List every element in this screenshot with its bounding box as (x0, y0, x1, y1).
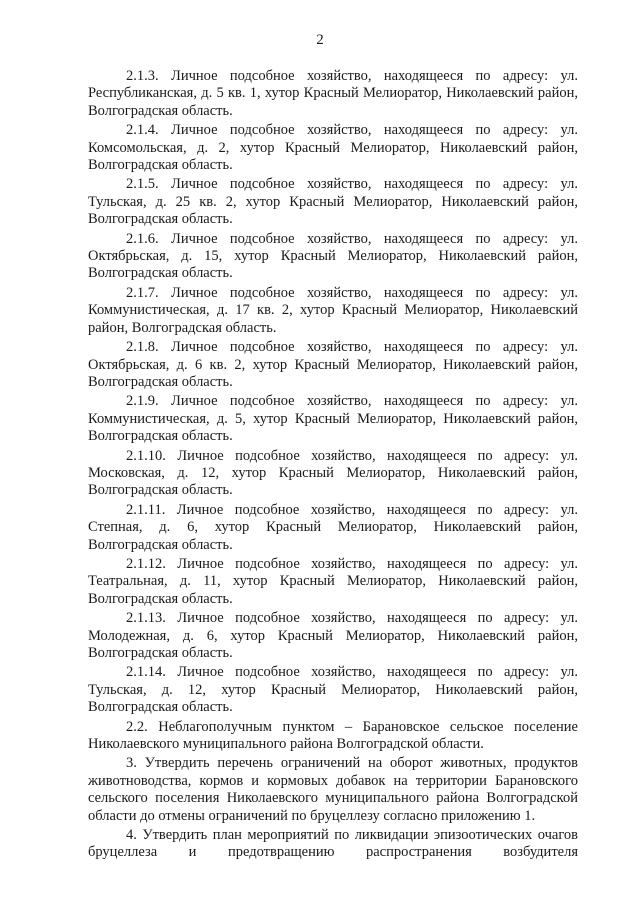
paragraph-2-1-12: 2.1.12. Личное подсобное хозяйство, находящееся по адресу: ул. Театральная, д. 11, хутор Красный Мелиоратор, Николаевский район, Волгоградская область. (88, 555, 578, 607)
paragraph-2-1-13: 2.1.13. Личное подсобное хозяйство, находящееся по адресу: ул. Молодежная, д. 6, хутор Красный Мелиоратор, Николаевский район, Волгоградская область. (88, 610, 578, 661)
page-number: 2 (316, 32, 324, 48)
paragraph-2-1-4: 2.1.4. Личное подсобное хозяйство, находящееся по адресу: ул. Комсомольская, д. 2, хутор Красный Мелиоратор, Николаевский район, Волгоградская область. (88, 122, 578, 174)
paragraph-2-1-9: 2.1.9. Личное подсобное хозяйство, находящееся по адресу: ул. Коммунистическая, д. 5, хутор Красный Мелиоратор, Николаевский район, Волгоградская область. (88, 393, 578, 445)
paragraph-2-1-11: 2.1.11. Личное подсобное хозяйство, находящееся по адресу: ул. Степная, д. 6, хутор Красный Мелиоратор, Николаевский район, Волгоградская область. (88, 501, 578, 553)
paragraph-3: 3. Утвердить перечень ограничений на оборот животных, продуктов животноводства, кормов и кормовых добавок на территории Барановского сельского поселения Николаевского муниципального района Волгоградской области до отмены ограничений по бруцеллезу согласно приложению 1. (88, 755, 578, 824)
document-body (88, 68, 578, 864)
paragraph-2-1-10: 2.1.10. Личное подсобное хозяйство, находящееся по адресу: ул. Московская, д. 12, хутор Красный Мелиоратор, Николаевский район, Волгоградская область. (88, 447, 578, 499)
paragraph-2-1-8: 2.1.8. Личное подсобное хозяйство, находящееся по адресу: ул. Октябрьская, д. 6 кв. 2, хутор Красный Мелиоратор, Николаевский район, Волгоградская область. (88, 339, 578, 390)
paragraph-2-2: 2.2. Неблагополучным пунктом – Барановское сельское поселение Николаевского муниципального района Волгоградской области. (88, 718, 578, 753)
paragraph-2-1-5: 2.1.5. Личное подсобное хозяйство, находящееся по адресу: ул. Тульская, д. 25 кв. 2, хутор Красный Мелиоратор, Николаевский район, Волгоградская область. (88, 176, 578, 228)
paragraph-4: 4. Утвердить план мероприятий по ликвидации эпизоотических очагов бруцеллеза и предотвращению распространения возбудителя (88, 827, 578, 861)
paragraph-2-1-3: 2.1.3. Личное подсобное хозяйство, находящееся по адресу: ул. Республиканская, д. 5 кв. 1, хутор Красный Мелиоратор, Николаевский район, Волгоградская область. (88, 68, 578, 119)
paragraph-2-1-7: 2.1.7. Личное подсобное хозяйство, находящееся по адресу: ул. Коммунистическая, д. 17 кв. 2, хутор Красный Мелиоратор, Николаевский район, Волгоградская область. (88, 284, 578, 336)
paragraph-2-1-14: 2.1.14. Личное подсобное хозяйство, находящееся по адресу: ул. Тульская, д. 12, хутор Красный Мелиоратор, Николаевский район, Волгоградская область. (88, 664, 578, 716)
paragraph-2-1-6: 2.1.6. Личное подсобное хозяйство, находящееся по адресу: ул. Октябрьская, д. 15, хутор Красный Мелиоратор, Николаевский район, Волгоградская область. (88, 230, 578, 282)
